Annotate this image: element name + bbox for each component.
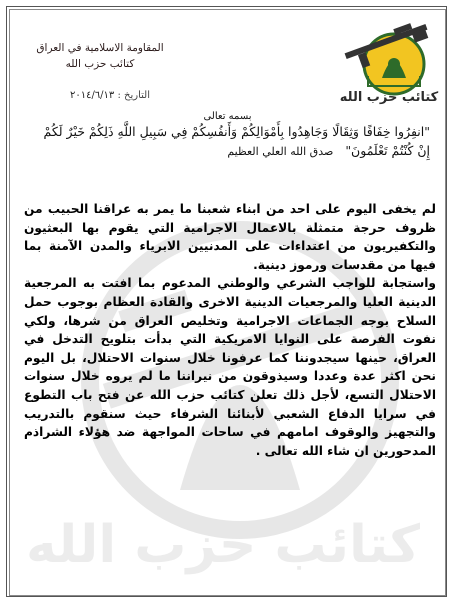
statement-body xyxy=(24,200,436,460)
logo-caption: كتائب حزب الله xyxy=(339,90,439,105)
date-value: ٢٠١٤/٦/١٣ xyxy=(69,90,115,101)
verse-closing: صدق الله العلي العظيم xyxy=(227,145,334,158)
date-line xyxy=(30,90,150,101)
bismillah-heading: بسمه تعالى xyxy=(203,111,252,122)
verse-text: "انفِرُوا خِفَافًا وَثِقَالًا وَجَاهِدُوا بِأَمْوَالِكُمْ وَأَنفُسِكُمْ فِي سَبِيلِ اللَّهِ ذَلِكُمْ خَيْرٌ لَكُمْ إِنْ كُنْتُمْ تَعْلَمُونَ" xyxy=(43,124,430,158)
date-label: التاريخ : xyxy=(117,90,150,101)
organization-header xyxy=(30,40,170,72)
org-line-2: كتائب حزب الله xyxy=(65,58,135,70)
body-paragraph-2: واستجابة للواجب الشرعي والوطني المدعوم بما افتت به المرجعية الدينية العليا والمرجعيات الدينية الاخرى والقادة العظام بوجوب حمل السلاح بوجه الجماعات الاجرامية وتخليص العراق من شرها، ولكي نفوت الفرصة على النوايا الامريكية التي بدأت بتلويح التدخل في العراق، حينها سيجدوننا كما عرفونا خلال سنوات الاحتلال، بل اليوم نحن اكثر عدة وعددا وسيذوقون من نيراننا ما لم يروه خلال سنوات الاحتلال التسع، لأجل ذلك تعلن كتائب حزب الله عن فتح باب التطوع في سرايا الدفاع الشعبي لأبنائنا الشرفاء حيث سنقوم بالتدريب والتجهيز والوقوف امامهم في ساحات المواجهة ضد هؤلاء الشراذم المدحورين ان شاء الله تعالى . xyxy=(24,276,436,458)
body-paragraph-1: لم يخفى اليوم على احد من ابناء شعبنا ما يمر به عراقنا الحبيب من ظروف حرجة متمثلة بالاعمال الاجرامية التي يقوم بها البعثيون والتكفيريون من اعتداءات على المدنيين الابرياء والمدن الآمنة بما فيها من مقدسات ورموز دينية. xyxy=(24,202,436,272)
watermark-text: كتائب حزب الله xyxy=(26,515,420,575)
org-line-1: المقاومة الاسلامية في العراق xyxy=(36,42,164,54)
quran-verse xyxy=(28,122,430,161)
